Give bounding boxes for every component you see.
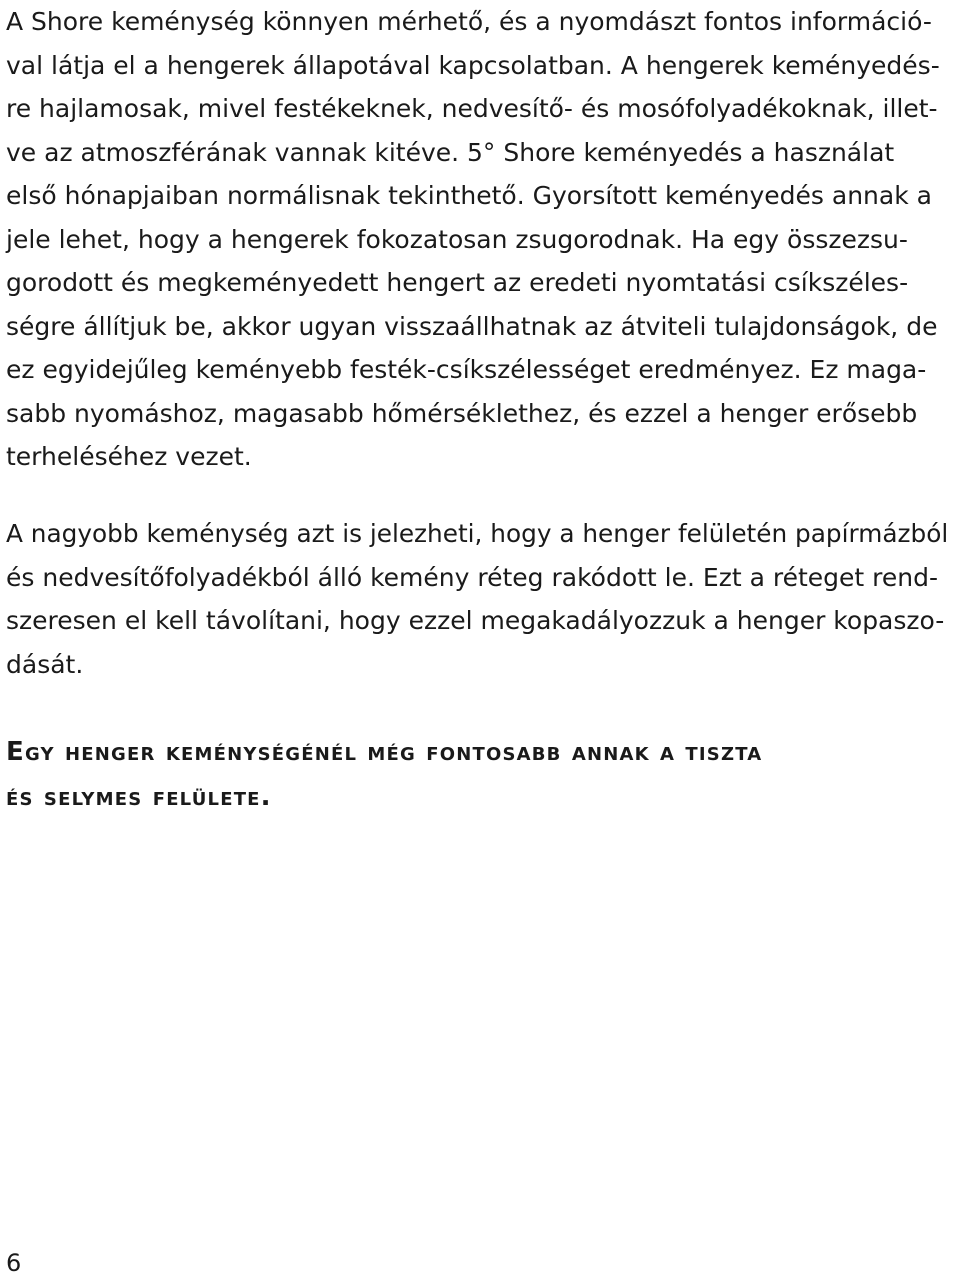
paragraph-line: első hónapjaiban normálisnak tekinthető. Gyorsított keményedés annak a	[6, 181, 932, 210]
paragraph-line: ve az atmoszférának vannak kitéve. 5° Shore keményedés a használat	[6, 137, 895, 167]
paragraph-line: terheléséhez vezet.	[6, 442, 252, 471]
paragraph-line: dását.	[6, 649, 84, 679]
heading-line: és selymes felülete.	[6, 782, 272, 812]
paragraph-line: gorodott és megkeményedett hengert az eredeti nyomtatási csíkszéles-	[6, 268, 909, 297]
paragraph-line: jele lehet, hogy a hengerek fokozatosan zsugorodnak. Ha egy összezsu-	[6, 224, 908, 254]
section-heading	[6, 730, 762, 820]
paragraph-line: re hajlamosak, mivel festékeknek, nedvesítő- és mosófolyadékoknak, illet-	[6, 94, 938, 123]
paragraph-line: sabb nyomáshoz, magasabb hőmérséklethez, és ezzel a henger erősebb	[6, 398, 918, 428]
paragraph-line: szeresen el kell távolítani, hogy ezzel megakadályozzuk a henger kopaszo-	[6, 606, 945, 635]
paragraph-line: A Shore keménység könnyen mérhető, és a nyomdászt fontos információ-	[6, 7, 932, 36]
paragraph-line: és nedvesítőfolyadékból álló kemény réteg rakódott le. Ezt a réteget rend-	[6, 562, 938, 592]
paragraph-hardness-layer	[6, 512, 948, 686]
paragraph-line: ez egyidejűleg keményebb festék-csíkszélességet eredményez. Ez maga-	[6, 355, 927, 384]
heading-line: Egy henger keménységénél még fontosabb annak a tiszta	[6, 737, 763, 767]
paragraph-line: val látja el a hengerek állapotával kapcsolatban. A hengerek keményedés-	[6, 50, 940, 80]
page-number: 6	[6, 1249, 22, 1277]
paragraph-shore-hardness	[6, 0, 940, 479]
paragraph-line: A nagyobb keménység azt is jelezheti, hogy a henger felületén papírmázból	[6, 519, 949, 548]
paragraph-line: ségre állítjuk be, akkor ugyan visszaállhatnak az átviteli tulajdonságok, de	[6, 311, 938, 341]
